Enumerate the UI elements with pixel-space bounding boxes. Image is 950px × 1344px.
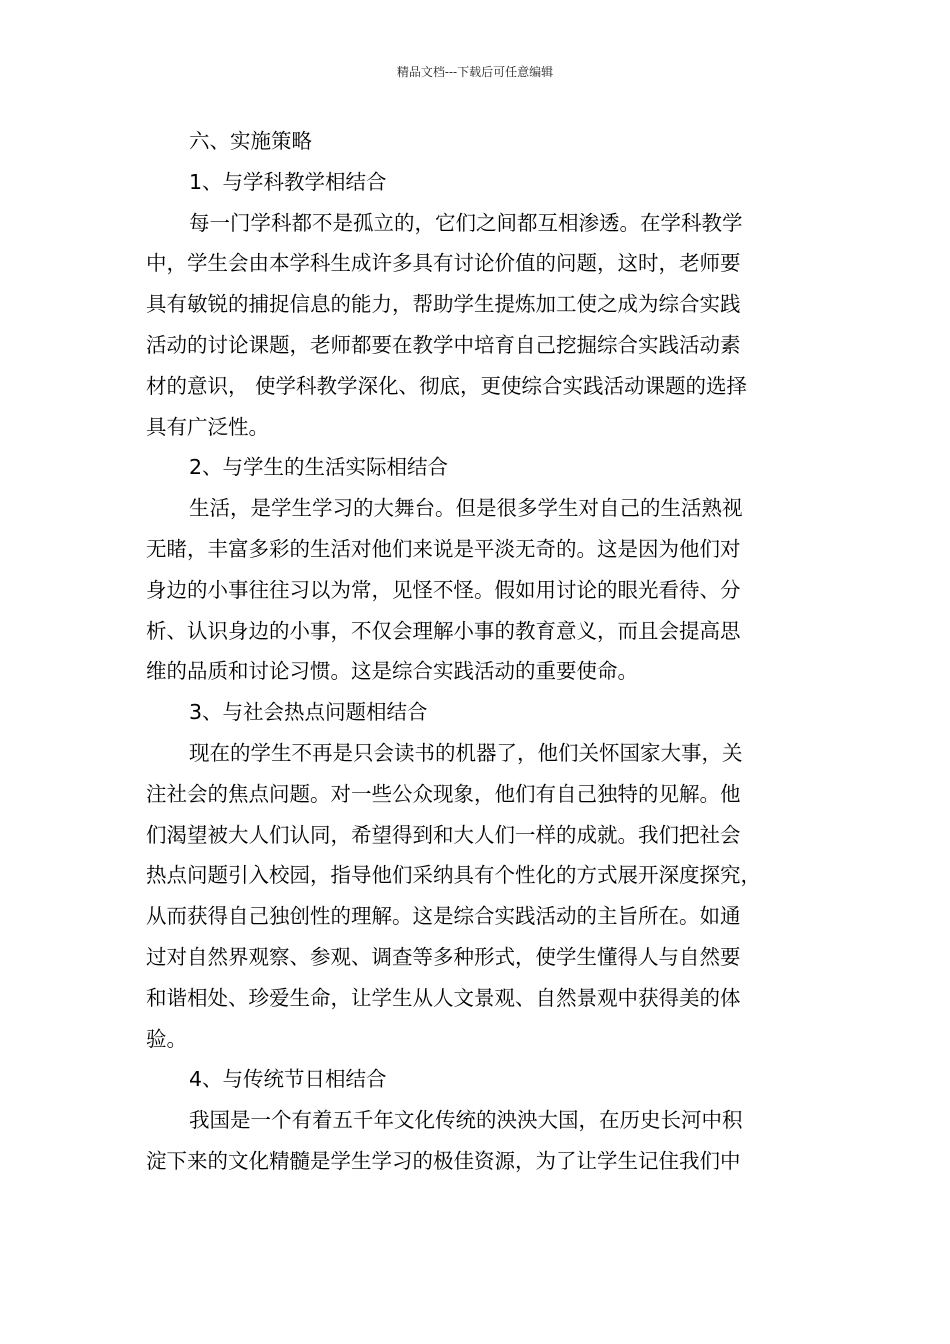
- paragraph-line: 现在的学生不再是只会读书的机器了，他们关怀国家大事，关: [189, 740, 743, 765]
- document-body: [146, 121, 826, 1182]
- paragraph-line: 淀下来的文化精髓是学生学习的极佳资源，为了让学生记住我们中: [146, 1148, 741, 1173]
- paragraph-line: 热点问题引入校园，指导他们采纳具有个性化的方式展开深度探究，: [146, 863, 761, 888]
- paragraph-line: 材的意识， 使学科教学深化、彻底，更使综合实践活动课题的选择: [146, 373, 748, 398]
- paragraph-line: 我国是一个有着五千年文化传统的泱泱大国，在历史长河中积: [189, 1108, 743, 1133]
- paragraph-line: 具有敏锐的捕捉信息的能力，帮助学生提炼加工使之成为综合实践: [146, 292, 741, 317]
- paragraph-line: 从而获得自己独创性的理解。这是综合实践活动的主旨所在。如通: [146, 904, 741, 929]
- paragraph-line: 活动的讨论课题，老师都要在教学中培育自己挖掘综合实践活动素: [146, 332, 741, 357]
- paragraph-line: 们渴望被大人们认同，希望得到和大人们一样的成就。我们把社会: [146, 822, 741, 847]
- subsection-heading-2: 2、与学生的生活实际相结合: [189, 455, 449, 480]
- paragraph-line: 析、认识身边的小事，不仅会理解小事的教育意义，而且会提高思: [146, 618, 741, 643]
- subsection-heading-4: 4、与传统节日相结合: [189, 1067, 387, 1092]
- paragraph-line: 和谐相处、珍爱生命，让学生从人文景观、自然景观中获得美的体: [146, 985, 741, 1010]
- paragraph-line: 具有广泛性。: [146, 414, 269, 439]
- paragraph-line: 注社会的焦点问题。对一些公众现象，他们有自己独特的见解。他: [146, 781, 741, 806]
- page-header: 精品文档---下载后可任意编辑: [396, 65, 554, 79]
- paragraph-line: 中，学生会由本学科生成许多具有讨论价值的问题，这时，老师要: [146, 251, 741, 276]
- paragraph-line: 验。: [146, 1026, 187, 1051]
- paragraph-line: 无睹，丰富多彩的生活对他们来说是平淡无奇的。这是因为他们对: [146, 536, 741, 561]
- paragraph-line: 生活，是学生学习的大舞台。但是很多学生对自己的生活熟视: [189, 496, 743, 521]
- subsection-heading-1: 1、与学科教学相结合: [189, 169, 387, 194]
- paragraph-line: 每一门学科都不是孤立的，它们之间都互相渗透。在学科教学: [189, 210, 743, 235]
- subsection-heading-3: 3、与社会热点问题相结合: [189, 700, 428, 725]
- paragraph-line: 身边的小事往往习以为常，见怪不怪。假如用讨论的眼光看待、分: [146, 577, 741, 602]
- paragraph-line: 过对自然界观察、参观、调查等多种形式，使学生懂得人与自然要: [146, 944, 741, 969]
- paragraph-line: 维的品质和讨论习惯。这是综合实践活动的重要使命。: [146, 659, 638, 684]
- section-title: 六、实施策略: [189, 129, 312, 153]
